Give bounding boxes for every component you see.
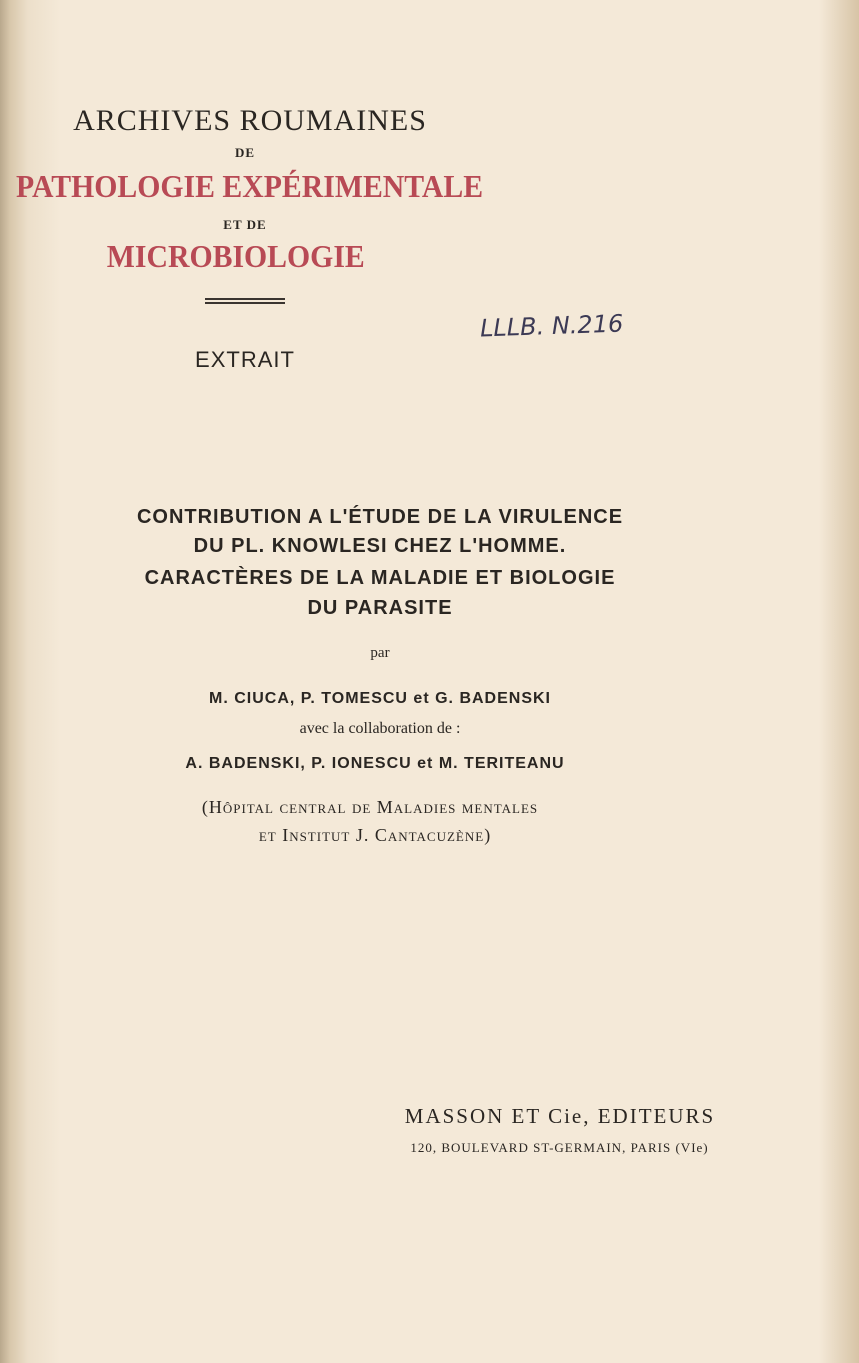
affiliation-line1: (Hôpital central de Maladies mentales: [201, 797, 539, 817]
article-title-line2: DU PL. KNOWLESI CHEZ L'HOMME.: [193, 535, 567, 557]
affiliation-line2: et Institut J. Cantacuzène): [258, 825, 492, 845]
double-rule: [205, 298, 285, 304]
journal-title-line1: ARCHIVES ROUMAINES: [73, 104, 427, 137]
journal-title-line3: PATHOLOGIE EXPÉRIMENTALE: [16, 168, 484, 204]
article-title-line1: CONTRIBUTION A L'ÉTUDE DE LA VIRULENCE: [136, 506, 624, 528]
collaborators: A. BADENSKI, P. IONESCU et M. TERITEANU: [185, 755, 565, 772]
collaboration-label: avec la collaboration de :: [299, 720, 461, 737]
handwritten-shelf-mark: LLLB. N.216: [479, 309, 624, 343]
article-title-line3: CARACTÈRES DE LA MALADIE ET BIOLOGIE: [144, 567, 616, 589]
article-title-line4: DU PARASITE: [307, 597, 453, 619]
journal-title-line5: MICROBIOLOGIE: [106, 238, 365, 274]
authors: M. CIUCA, P. TOMESCU et G. BADENSKI: [209, 690, 551, 707]
by-label: par: [370, 645, 390, 661]
journal-title-line4: ET DE: [223, 217, 267, 232]
publisher-address: 120, BOULEVARD ST-GERMAIN, PARIS (VIe): [410, 1140, 709, 1155]
publisher-name: MASSON ET Cie, EDITEURS: [404, 1104, 716, 1128]
journal-title-line2: DE: [234, 145, 256, 160]
extract-label: EXTRAIT: [195, 347, 295, 372]
